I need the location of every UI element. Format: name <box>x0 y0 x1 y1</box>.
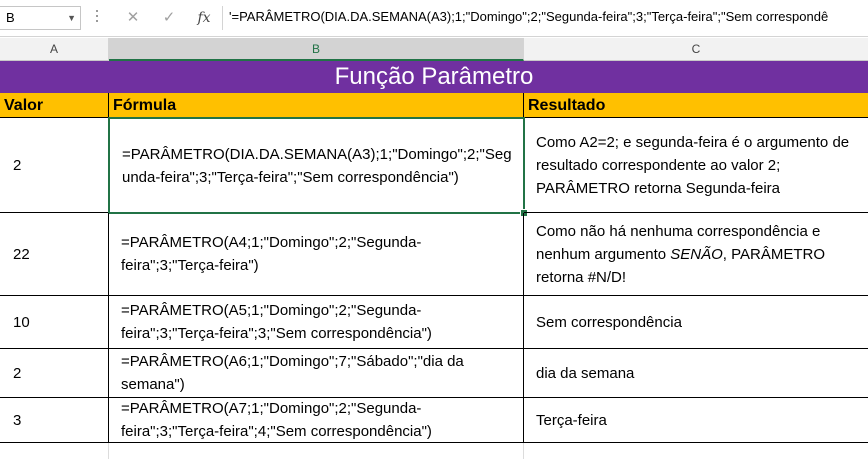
cell-resultado[interactable] <box>524 213 868 296</box>
cell-valor[interactable] <box>0 118 109 213</box>
cell-resultado-text <box>536 220 862 289</box>
gridline <box>108 443 109 459</box>
cell-resultado[interactable] <box>524 118 868 213</box>
column-header-c[interactable]: C <box>524 38 868 61</box>
header-formula[interactable]: Fórmula <box>109 93 524 118</box>
cell-formula[interactable] <box>109 296 524 349</box>
cell-valor-text: 2 <box>13 156 22 174</box>
cell-formula-text: =PARÂMETRO(A4;1;"Domingo";2;"Segunda-feira";3;"Terça-feira") <box>121 234 422 274</box>
cell-formula-text: =PARÂMETRO(A5;1;"Domingo";2;"Segunda-feira";3;"Terça-feira";3;"Sem correspondência") <box>121 302 432 342</box>
cell-valor-text: 22 <box>13 245 30 263</box>
formula-input[interactable]: '=PARÂMETRO(DIA.DA.SEMANA(A3);1;"Domingo";2;"Segunda-feira";3;"Terça-feira";"Sem correspondê <box>229 9 829 24</box>
cell-formula-text: =PARÂMETRO(DIA.DA.SEMANA(A3);1;"Domingo";2;"Segunda-feira";3;"Terça-feira";"Sem correspondência") <box>122 145 512 186</box>
drag-grip-icon[interactable] <box>96 10 98 26</box>
cell-valor-text: 3 <box>13 411 22 429</box>
resultado-pre: Como não há nenhuma correspondência e nenhum argumento <box>536 222 821 263</box>
cell-formula-text: =PARÂMETRO(A6;1;"Domingo";7;"Sábado";"dia da semana") <box>121 353 464 393</box>
cell-resultado-text: Sem correspondência <box>536 313 682 331</box>
resultado-post: , PARÂMETRO retorna #N/D! <box>536 245 826 286</box>
insert-function-icon[interactable]: fx <box>197 10 211 26</box>
name-box-value: B <box>6 10 15 25</box>
cell-formula-active[interactable] <box>108 117 525 214</box>
header-valor[interactable]: Valor <box>0 93 109 118</box>
cell-valor-text: 2 <box>13 364 22 382</box>
cancel-icon[interactable]: ✕ <box>126 9 140 26</box>
formula-bar-divider <box>222 6 223 30</box>
cell-resultado-text: dia da semana <box>536 364 635 382</box>
name-box[interactable] <box>0 6 81 30</box>
cell-valor[interactable] <box>0 213 109 296</box>
cell-resultado[interactable] <box>524 349 868 398</box>
chevron-down-icon[interactable]: ▼ <box>67 13 76 23</box>
formula-bar <box>0 0 868 37</box>
header-resultado[interactable]: Resultado <box>524 93 868 118</box>
cell-resultado-text: Como A2=2; e segunda-feira é o argumento de resultado correspondente ao valor 2; PARÂMETRO retorna Segunda-feira <box>536 133 850 197</box>
cell-formula[interactable] <box>109 398 524 443</box>
cell-resultado-text: Terça-feira <box>536 411 607 429</box>
cell-resultado[interactable] <box>524 296 868 349</box>
resultado-emphasis: SENÃO <box>670 245 723 263</box>
cell-valor[interactable] <box>0 296 109 349</box>
sheet-title[interactable]: Função Parâmetro <box>0 61 868 93</box>
cell-valor[interactable] <box>0 349 109 398</box>
column-header-a[interactable]: A <box>0 38 109 61</box>
cell-resultado[interactable] <box>524 398 868 443</box>
enter-icon[interactable]: ✓ <box>162 9 176 26</box>
gridline <box>523 443 524 459</box>
cell-valor[interactable] <box>0 398 109 443</box>
column-header-b[interactable]: B <box>109 38 524 61</box>
cell-formula[interactable] <box>109 349 524 398</box>
cell-formula[interactable] <box>109 213 524 296</box>
cell-valor-text: 10 <box>13 313 30 331</box>
cell-formula-text: =PARÂMETRO(A7;1;"Domingo";2;"Segunda-feira";3;"Terça-feira";4;"Sem correspondência") <box>121 400 432 440</box>
